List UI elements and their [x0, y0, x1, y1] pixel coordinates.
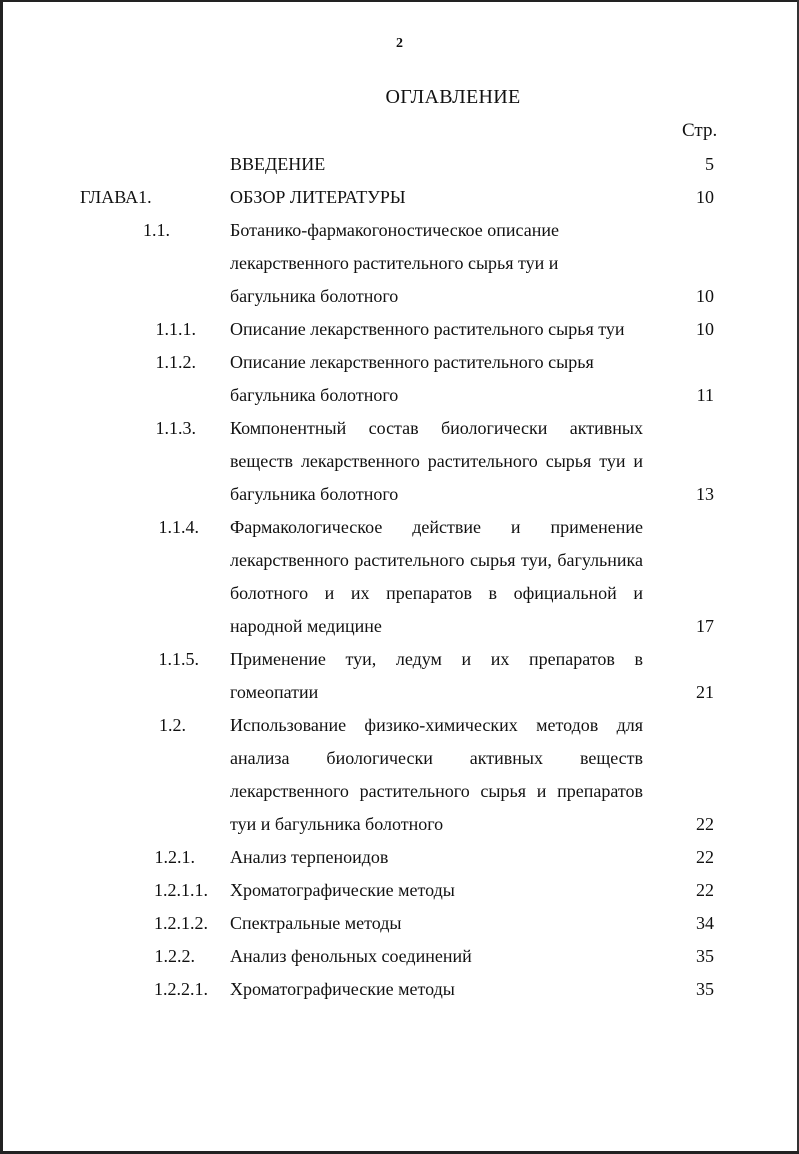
toc-entry-number: 1.2.1. [154, 847, 195, 867]
toc-entry [0, 313, 799, 346]
toc-entry-title: ВВЕДЕНИЕ [230, 154, 326, 174]
toc-entry [0, 214, 799, 313]
toc-entry-title: Анализ фенольных соединений [230, 946, 472, 966]
toc-entry-number: 1.2.2.1. [154, 979, 208, 999]
toc-entry [0, 940, 799, 973]
toc-entry-number: 1.1. [143, 220, 170, 240]
toc-entry-page: 35 [696, 979, 714, 999]
toc-entry-page: 22 [696, 847, 714, 867]
toc-entry [0, 973, 799, 1006]
toc-entry-title: Описание лекарственного растительного сырья туи [230, 319, 625, 339]
toc-entry [0, 709, 799, 841]
toc-entry-page: 13 [696, 484, 714, 504]
toc-entry-number: 1.2.1.1. [154, 880, 208, 900]
toc-entry-title: Анализ терпеноидов [230, 847, 389, 867]
toc-entry-title: Описание лекарственного растительного сырья багульника болотного [230, 352, 594, 405]
toc-entry [0, 181, 799, 214]
toc-title: ОГЛАВЛЕНИЕ [385, 86, 521, 108]
toc-entry-page: 10 [696, 319, 714, 339]
toc-entry-page: 34 [696, 913, 714, 933]
toc-entry-number: 1.2.2. [154, 946, 195, 966]
toc-entry [0, 346, 799, 412]
toc-entry-title: Хроматографические методы [230, 979, 455, 999]
toc-entry [0, 148, 799, 181]
toc-entry-page: 10 [696, 286, 714, 306]
toc-entry [0, 874, 799, 907]
toc-entry [0, 907, 799, 940]
toc-entry-number: 1.1.4. [158, 517, 199, 537]
toc-entry-page: 35 [696, 946, 714, 966]
page-number: 2 [396, 36, 403, 51]
page-column-header: Стр. [682, 120, 718, 141]
toc-entry-page: 11 [696, 385, 714, 405]
toc-entry-page: 10 [696, 187, 714, 207]
toc-entry-page: 22 [696, 880, 714, 900]
table-of-contents [0, 148, 799, 1006]
toc-entry-title: Использование физико-химических методов для анализа биологически активных веществ лекарственного растительного сырья и препаратов туи и багульника болотного [230, 715, 643, 834]
toc-entry-title: Спектральные методы [230, 913, 402, 933]
toc-entry-title: ОБЗОР ЛИТЕРАТУРЫ [230, 187, 406, 207]
toc-entry-number: 1.1.5. [158, 649, 199, 669]
toc-entry [0, 511, 799, 643]
toc-entry-number: 1.2.1.2. [154, 913, 208, 933]
toc-entry-title: Применение туи, ледум и их препаратов в гомеопатии [230, 649, 643, 702]
scan-edge-top [0, 0, 799, 2]
toc-entry-title: Хроматографические методы [230, 880, 455, 900]
toc-entry-title: Компонентный состав биологически активных веществ лекарственного растительного сырья туи и багульника болотного [230, 418, 643, 504]
toc-entry [0, 643, 799, 709]
toc-entry-number: ГЛАВА1. [80, 187, 152, 207]
toc-entry-page: 5 [705, 154, 714, 174]
toc-entry-title: Ботанико-фармакогоностическое описание лекарственного растительного сырья туи и багульника болотного [230, 220, 559, 306]
toc-entry-number: 1.1.1. [155, 319, 196, 339]
toc-entry [0, 841, 799, 874]
toc-entry-page: 17 [696, 616, 714, 636]
toc-entry-page: 22 [696, 814, 714, 834]
toc-entry-number: 1.1.3. [155, 418, 196, 438]
toc-entry-number: 1.2. [159, 715, 186, 735]
toc-entry-title: Фармакологическое действие и применение лекарственного растительного сырья туи, багульника болотного и их препаратов в официальной и народной медицине [230, 517, 643, 636]
toc-entry-number: 1.1.2. [155, 352, 196, 372]
toc-entry [0, 412, 799, 511]
toc-entry-page: 21 [696, 682, 714, 702]
